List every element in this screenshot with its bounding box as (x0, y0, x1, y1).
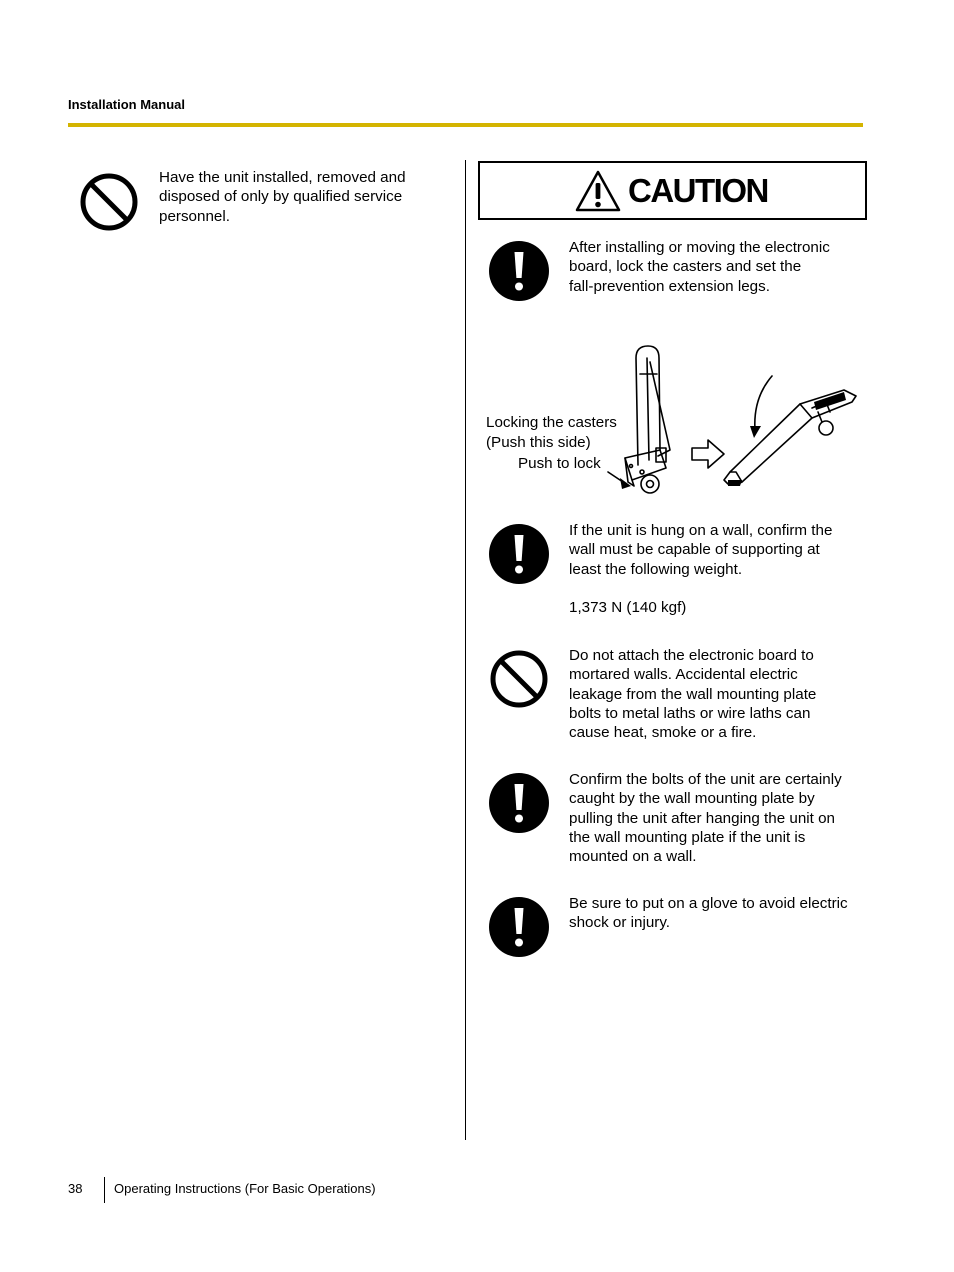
wall-load-value: 1,373 N (140 kgf) (569, 599, 687, 616)
footer-divider (104, 1177, 105, 1203)
prohibition-icon (488, 648, 550, 710)
caution-item-mortared-walls: Do not attach the electronic board to mortared walls. Accidental electric leakage from the wall mounting plate bolts to metal laths or wire laths can cause heat, smoke or a fire. (569, 647, 817, 742)
warning-triangle-icon (574, 169, 622, 213)
column-divider (465, 160, 466, 1140)
mandatory-action-icon (488, 523, 550, 585)
mandatory-action-icon (488, 772, 550, 834)
prohibition-icon (78, 171, 140, 233)
qualified-personnel-notice: Have the unit installed, removed and disposed of only by qualified service personnel. (159, 169, 406, 225)
caster-illustration (600, 340, 862, 500)
caution-item-confirm-bolts: Confirm the bolts of the unit are certainly caught by the wall mounting plate by pulling the unit after hanging the unit on the wall mounting plate if the unit is mounted on a wall. (569, 771, 842, 866)
mandatory-action-icon (488, 240, 550, 302)
figure-label-push-this-side: (Push this side) (486, 434, 591, 451)
caution-banner (478, 161, 867, 220)
page-number: 38 (68, 1181, 83, 1196)
figure-label-locking-casters: Locking the casters (486, 414, 617, 431)
header-rule (68, 123, 863, 127)
footer-document-title: Operating Instructions (For Basic Operations) (114, 1181, 376, 1196)
mandatory-action-icon (488, 896, 550, 958)
caution-item-lock-casters: After installing or moving the electronic board, lock the casters and set the fall-prevention extension legs. (569, 239, 830, 295)
caution-title: CAUTION (628, 172, 768, 209)
caution-item-wear-glove: Be sure to put on a glove to avoid electric shock or injury. (569, 895, 848, 932)
figure-label-push-to-lock: Push to lock (518, 455, 601, 472)
caution-item-wall-capacity: If the unit is hung on a wall, confirm the wall must be capable of supporting at least the following weight. (569, 522, 833, 578)
running-header-title: Installation Manual (68, 97, 186, 112)
